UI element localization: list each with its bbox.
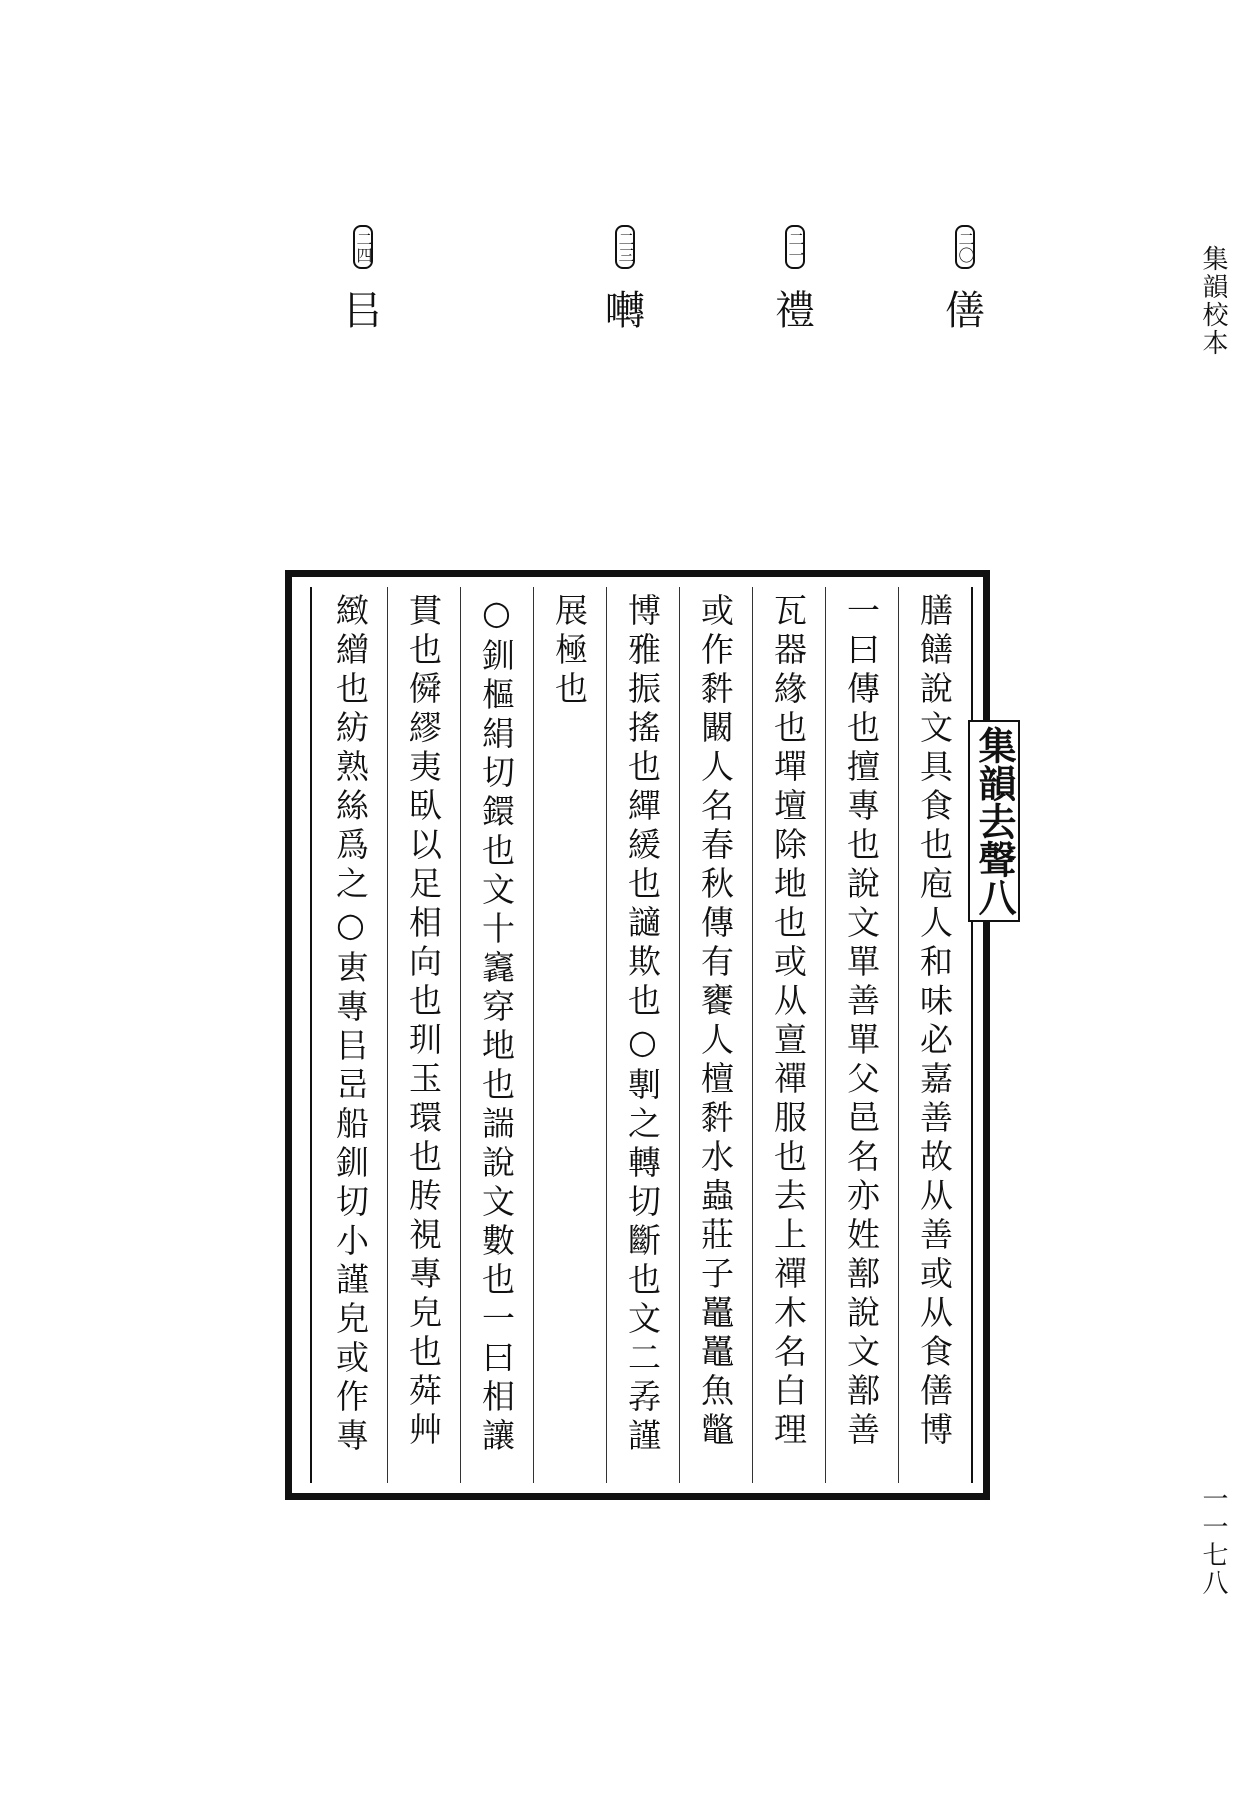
note-number: 二三 xyxy=(615,225,635,269)
text-column: 瓦器緣也墠壇除地也或从亶禪服也去上禪木名白理 xyxy=(752,587,825,1483)
collation-note xyxy=(945,225,985,336)
text-column: 博雅振搖也繟緩也讁欺也○剸之轉切斷也文二孨謹 xyxy=(606,587,679,1483)
text-column: 或作䵓闞人名春秋傳有饔人檀䵓水蟲莊子鼉鼉魚鼈 xyxy=(679,587,752,1483)
collation-note xyxy=(605,225,645,336)
note-number: 二四 xyxy=(353,225,373,269)
page-frame xyxy=(285,570,990,1500)
collation-note xyxy=(343,225,383,336)
note-character: 僐 xyxy=(945,288,985,334)
text-column: 緻繒也紡熟絲爲之○叀專㠯㞯船釧切小謹皃或作專 xyxy=(331,593,370,1457)
collation-note xyxy=(775,225,815,336)
text-column: 膳饍說文具食也庖人和味必嘉善故从善或从食僐博 xyxy=(898,587,971,1483)
page-number: 一一七八 xyxy=(1198,1485,1228,1597)
banxin-tab: 集韻去聲八 xyxy=(968,720,1020,922)
text-columns xyxy=(312,587,971,1483)
text-column: 貫也僢繆夷臥以足相向也玔玉環也䏝視專皃也荈艸 xyxy=(387,587,460,1483)
text-column: ○釧樞絹切鐶也文十竁穿地也諯說文數也一曰相讓 xyxy=(460,587,533,1483)
running-head: 集韻校本 xyxy=(1198,245,1228,357)
note-number: 二〇 xyxy=(955,225,975,269)
text-column: 一曰傳也擅專也說文單善單父邑名亦姓鄯說文鄯善 xyxy=(825,587,898,1483)
note-character: 禮 xyxy=(775,288,815,334)
note-character: 囀 xyxy=(605,288,645,334)
text-block xyxy=(310,587,973,1483)
note-character: 㠯 xyxy=(343,288,383,334)
text-column: 展極也 xyxy=(533,587,606,1483)
note-number: 二一 xyxy=(785,225,805,269)
